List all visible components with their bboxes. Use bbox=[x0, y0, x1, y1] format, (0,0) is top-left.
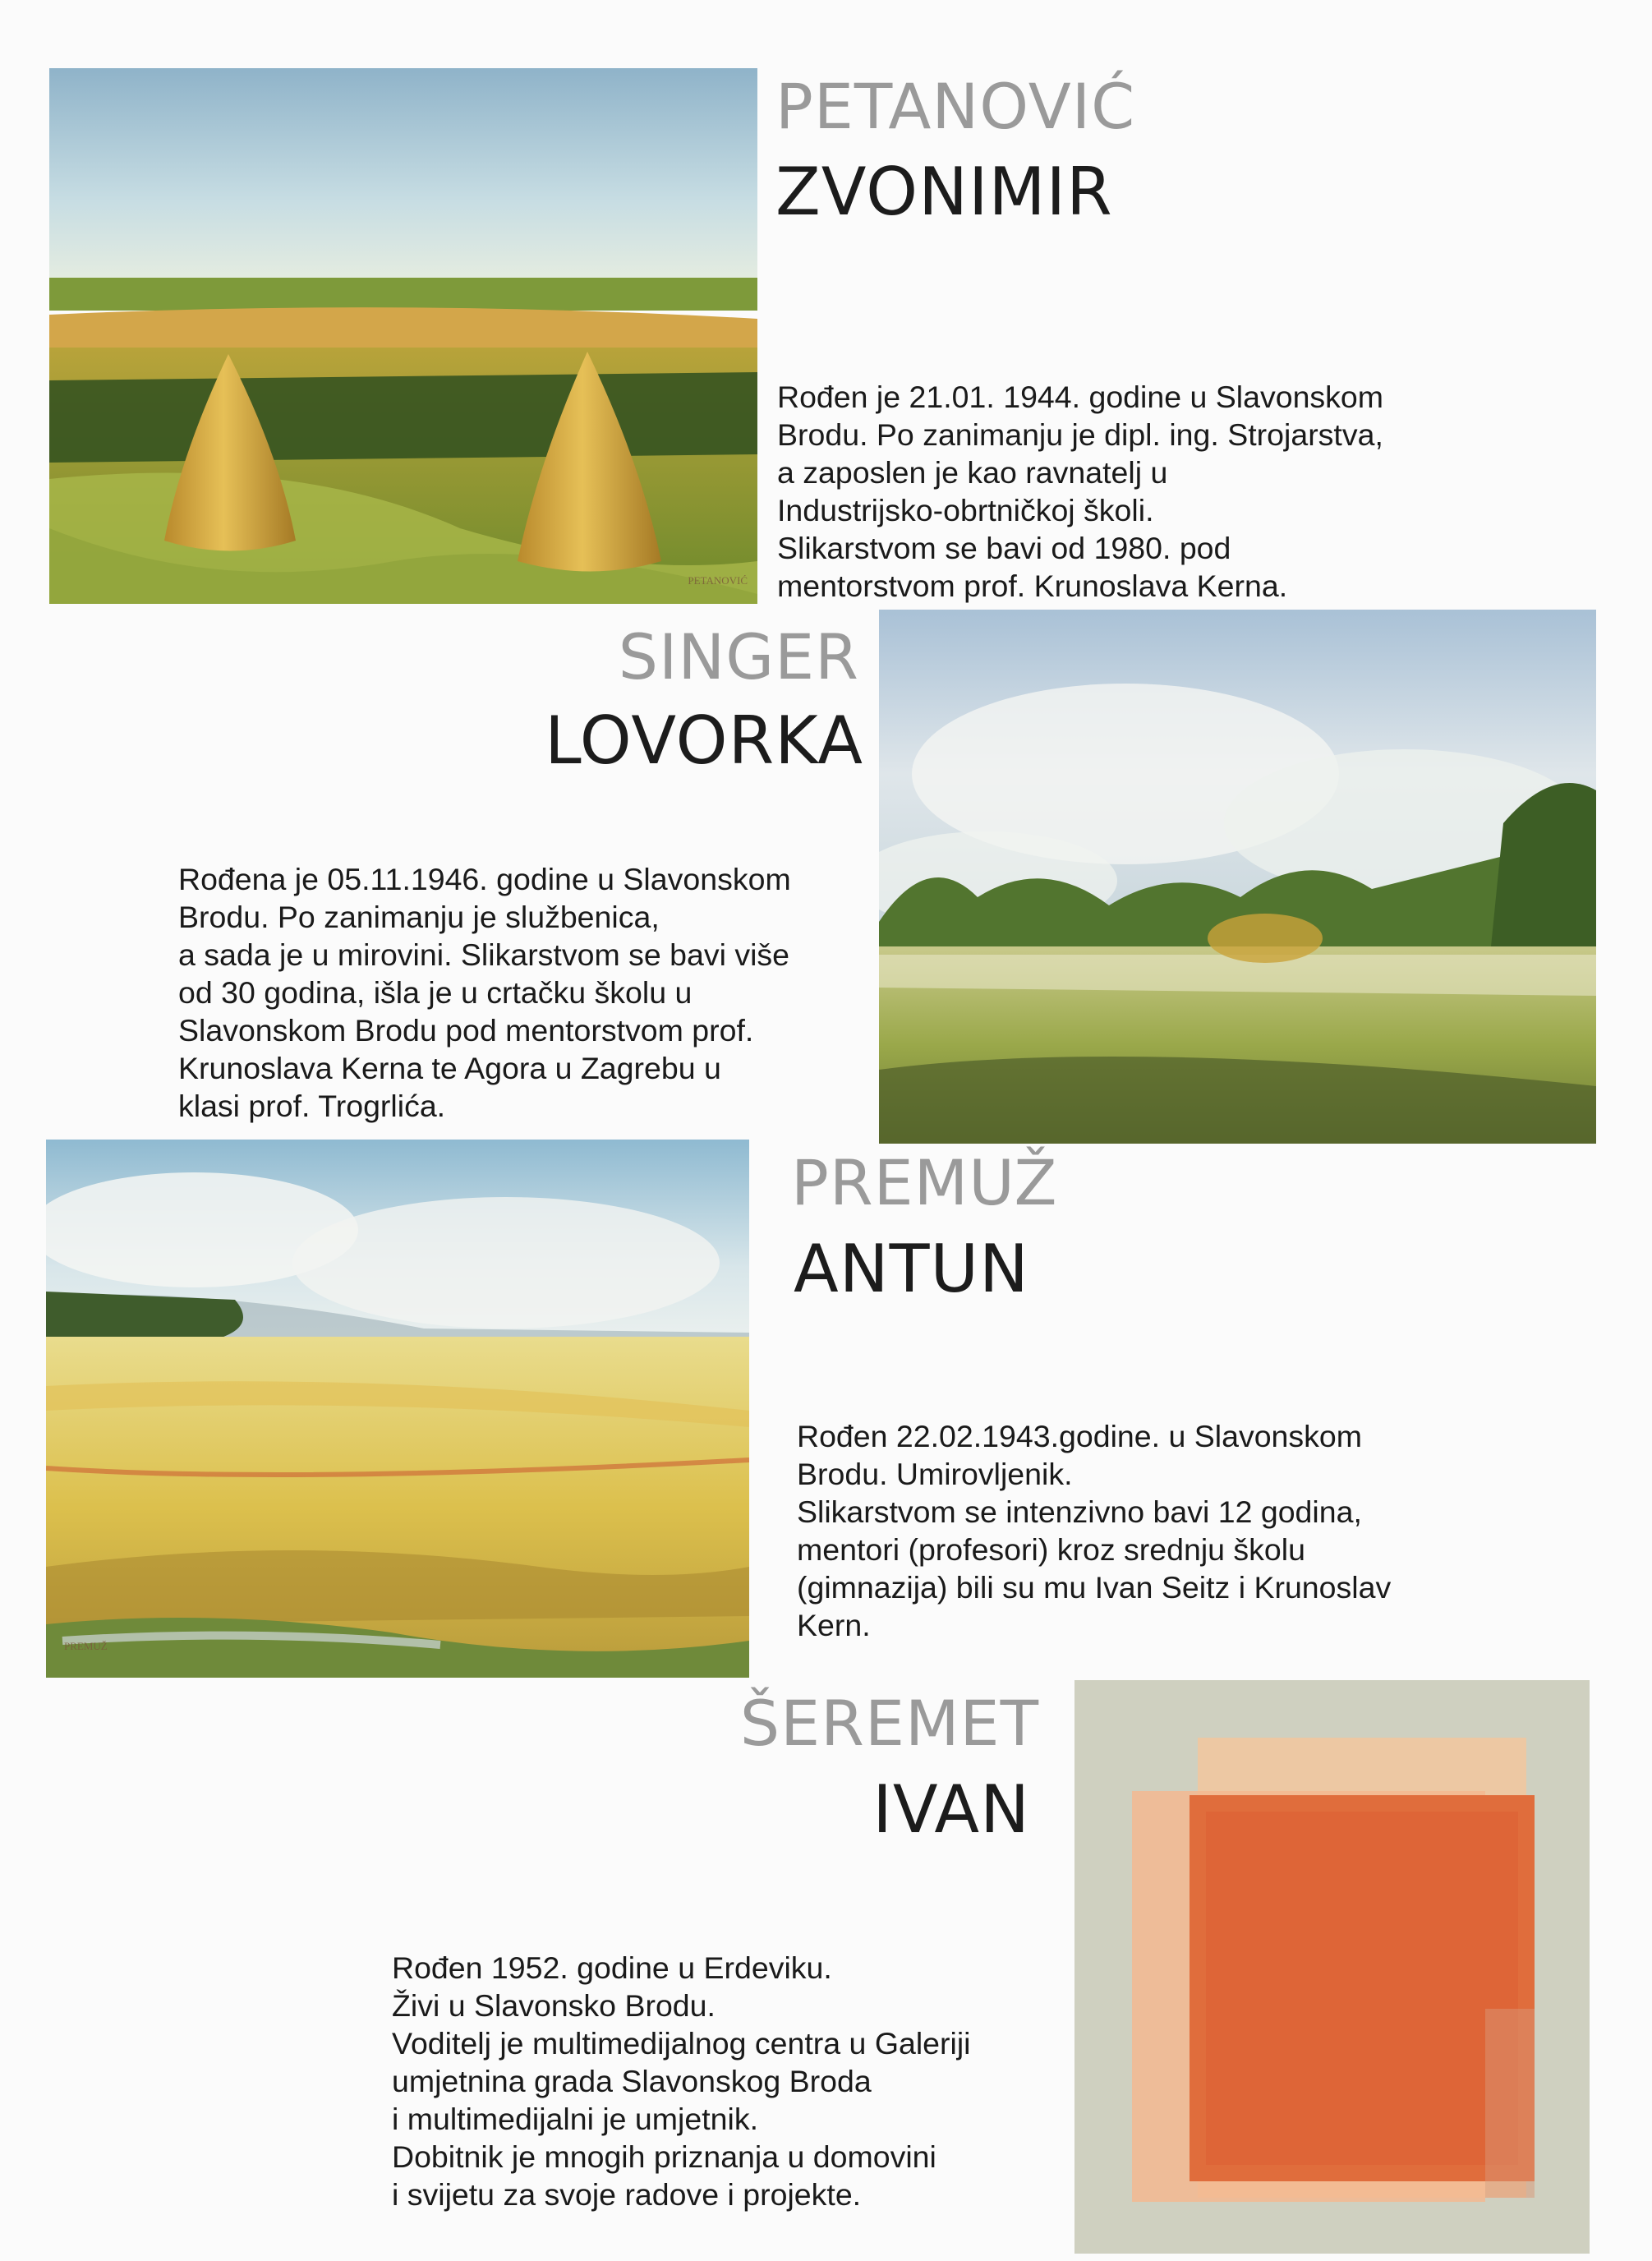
bio-line: Slikarstvom se intenzivno bavi 12 godina, bbox=[797, 1494, 1362, 1529]
bio-line: Kern. bbox=[797, 1608, 871, 1642]
bio-line: umjetnina grada Slavonskog Broda bbox=[392, 2064, 872, 2098]
bio-line: a zaposlen je kao ravnatelj u bbox=[777, 455, 1168, 490]
painting-wheat-field bbox=[46, 1140, 749, 1678]
bio-line: Rođen 22.02.1943.godine. u Slavonskom bbox=[797, 1419, 1363, 1453]
artist-firstname: IVAN bbox=[872, 1771, 1030, 1848]
bio-line: od 30 godina, išla je u crtačku školu u bbox=[178, 975, 693, 1010]
bio-line: Brodu. Po zanimanju je dipl. ing. Strojarstva, bbox=[777, 417, 1383, 452]
artist-bio bbox=[797, 1417, 1391, 1644]
painting-signature: PETANOVIĆ bbox=[688, 574, 748, 587]
bio-line: Slikarstvom se bavi od 1980. pod bbox=[777, 531, 1231, 565]
bio-line: Dobitnik je mnogih priznanja u domovini bbox=[392, 2139, 936, 2174]
bio-line: Voditelj je multimedijalnog centra u Galeriji bbox=[392, 2026, 971, 2061]
artist-surname: ŠEREMET bbox=[739, 1687, 1039, 1760]
bio-line: i multimedijalni je umjetnik. bbox=[392, 2102, 758, 2136]
bio-line: Krunoslava Kerna te Agora u Zagrebu u bbox=[178, 1051, 721, 1085]
bio-line: Živi u Slavonsko Brodu. bbox=[392, 1988, 716, 2023]
painting-haystacks bbox=[49, 68, 757, 604]
artist-bio bbox=[178, 860, 791, 1125]
artist-firstname: LOVORKA bbox=[545, 702, 863, 779]
artist-surname: PETANOVIĆ bbox=[775, 70, 1136, 143]
painting-abstract-squares bbox=[1074, 1680, 1590, 2254]
bio-line: i svijetu za svoje radove i projekte. bbox=[392, 2177, 862, 2212]
artist-surname: PREMUŽ bbox=[791, 1146, 1058, 1219]
bio-line: Rođen 1952. godine u Erdeviku. bbox=[392, 1950, 832, 1985]
painting-signature: PREMUŽ bbox=[64, 1640, 108, 1652]
painting-meadow bbox=[879, 610, 1596, 1144]
bio-line: a sada je u mirovini. Slikarstvom se bavi više bbox=[178, 937, 790, 972]
bio-line: klasi prof. Trogrlića. bbox=[178, 1089, 446, 1123]
bio-line: Brodu. Po zanimanju je službenica, bbox=[178, 900, 660, 934]
bio-line: Rođen je 21.01. 1944. godine u Slavonskom bbox=[777, 380, 1384, 414]
bio-line: Slavonskom Brodu pod mentorstvom prof. bbox=[178, 1013, 754, 1048]
artist-surname: SINGER bbox=[618, 620, 859, 693]
bio-line: mentori (profesori) kroz srednju školu bbox=[797, 1532, 1305, 1567]
bio-line: Brodu. Umirovljenik. bbox=[797, 1457, 1073, 1491]
artist-bio bbox=[777, 378, 1383, 605]
bio-line: Industrijsko-obrtničkoj školi. bbox=[777, 493, 1154, 527]
artist-firstname: ZVONIMIR bbox=[775, 154, 1113, 230]
bio-line: mentorstvom prof. Krunoslava Kerna. bbox=[777, 569, 1288, 603]
bio-line: (gimnazija) bili su mu Ivan Seitz i Krunoslav bbox=[797, 1570, 1392, 1605]
artist-firstname: ANTUN bbox=[794, 1231, 1029, 1307]
artist-bio bbox=[392, 1949, 971, 2213]
bio-line: Rođena je 05.11.1946. godine u Slavonskom bbox=[178, 862, 791, 896]
